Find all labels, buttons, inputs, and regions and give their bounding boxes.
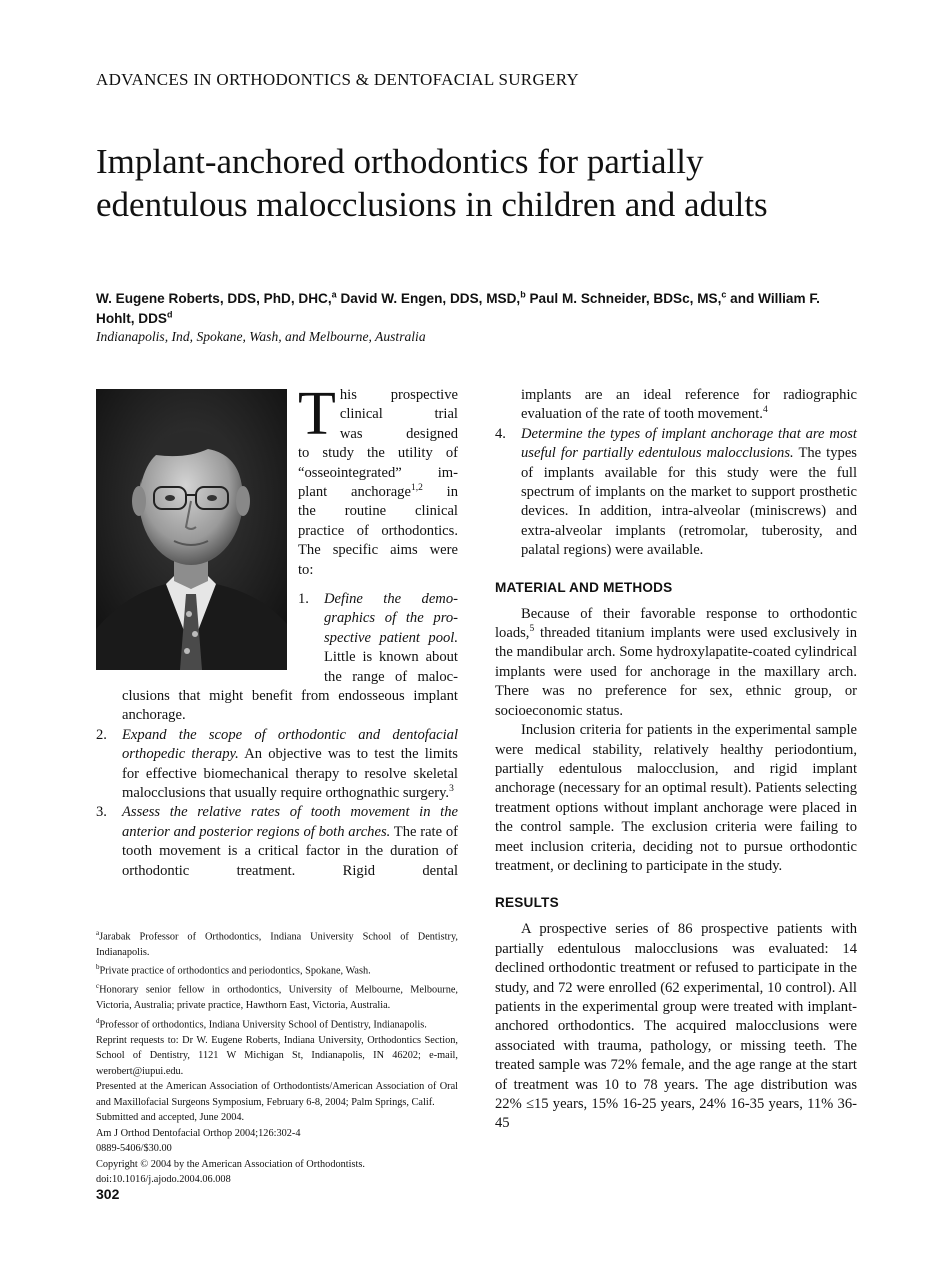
author-name: David W. Engen, DDS, MSD, — [336, 291, 521, 306]
affiliation-line: Indianapolis, Ind, Spokane, Wash, and Melbourne, Australia — [96, 329, 426, 344]
footnote-mark: b — [96, 963, 100, 972]
list-number: 3. — [96, 804, 107, 821]
intro-line: The specific aims were — [298, 542, 458, 559]
footnote-text: Private practice of orthodontics and periodontics, Spokane, Wash. — [99, 965, 371, 977]
aim-body: An objective was to test the limits for effective biomechanical therapy to resolve skeletal malocclusions that usually require orthognathic surgery. — [122, 746, 458, 802]
page-number: 302 — [96, 1186, 120, 1202]
aim-body: The rate of tooth movement is a critical factor in the duration of orthodontic treatment. Rigid dental — [122, 823, 458, 879]
footnote: Reprint requests to: Dr W. Eugene Roberts, Indiana University, Orthodontics Section, School of Dentistry, 1121 W Michigan St, Indianapolis, IN 46202; e-mail, werobert@iupui.edu. — [96, 1034, 458, 1077]
author-photo — [96, 389, 287, 670]
list-number: 4. — [495, 425, 506, 442]
aim-heading-line: Define the demo- — [324, 591, 458, 607]
footnote-text: Honorary senior fellow in orthodontics, University of Melbourne, Melbourne, Victoria, Australia; private practice, Hawthorn East, Victoria, Australia. — [96, 984, 458, 1012]
intro-line — [298, 483, 458, 502]
list-number: 1. — [298, 591, 309, 607]
footnote: Presented at the American Association of Orthodontists/American Association of Oral and Maxillofacial Surgeons Symposium, February 6-8, 2004; Palm Springs, Calif. — [96, 1081, 458, 1108]
aim-item — [298, 590, 458, 687]
methods-paragraph: Inclusion criteria for patients in the experimental sample were medical stability, relatively healthy periodontium, partially edentulous malocclusion, and rigid implant anchorage (necessary for an optimal result). Patients selecting treatment options without implant anchorage were placed in the control sample. The exclusion criteria were failing to meet inclusion criteria, deciding not to pursue orthodontic treatment, or declining to participate in the study. — [495, 722, 857, 874]
footnote-mark: a — [96, 929, 100, 937]
methods-paragraph — [495, 605, 857, 721]
aim-body: The types of implants available for this study were the full spectrum of implants on the market to support prosthetic devices. In addition, intra-alveolar (miniscrews) and extra-alveolar implants (retromolar, tuberosity, and palatal regions) were available. — [521, 445, 857, 559]
citation: 5 — [529, 624, 535, 635]
footnote — [96, 926, 458, 960]
author-affil-mark: d — [166, 309, 173, 320]
aim-heading-line: spective patient pool. — [324, 629, 458, 646]
author-name: W. Eugene Roberts, DDS, PhD, DHC, — [96, 291, 332, 306]
intro-line: practice of orthodontics. — [298, 522, 458, 539]
footnote: doi:10.1016/j.ajodo.2004.06.008 — [96, 1174, 231, 1186]
footnote — [96, 979, 458, 1013]
author-affil-mark: c — [721, 289, 727, 300]
running-header: ADVANCES IN ORTHODONTICS & DENTOFACIAL SURGERY — [96, 70, 579, 89]
author-affil-mark: a — [331, 289, 337, 300]
author-name: and William F. Hohlt, DDS — [96, 291, 820, 326]
intro-line: to study the utility of — [298, 445, 458, 462]
footnote-mark: d — [96, 1016, 100, 1025]
author-name: Paul M. Schneider, BDSc, MS, — [525, 291, 722, 306]
citation: 4 — [762, 405, 768, 416]
footnote-mark: c — [96, 982, 100, 991]
intro-text: plant anchorage — [298, 484, 411, 501]
aim-text: clusions that might benefit from endosseous implant anchorage. — [122, 688, 458, 724]
author-list — [96, 289, 856, 329]
aim-text-line: Little is known about — [324, 649, 458, 666]
citation: 3 — [449, 784, 454, 795]
aim-text — [96, 726, 458, 804]
footnote: Submitted and accepted, June 2004. — [96, 1112, 245, 1124]
aim-body: implants are an ideal reference for radiographic evaluation of the rate of tooth movement. — [521, 387, 857, 423]
footnote: Copyright © 2004 by the American Association of Orthodontists. — [96, 1158, 365, 1170]
aim-heading: Expand the scope of orthodontic and dentofacial orthopedic therapy. — [122, 726, 458, 763]
intro-line: to: — [298, 561, 314, 578]
left-column-body — [96, 687, 458, 881]
intro-text: in — [446, 484, 458, 501]
drop-cap: T — [298, 380, 336, 448]
paragraph-text: Because of their favorable response to orthodontic loads, — [495, 605, 857, 642]
footnotes — [96, 926, 458, 1188]
article-title: Implant-anchored orthodontics for partially edentulous malocclusions in children and adults — [96, 142, 768, 224]
right-column-body — [495, 386, 857, 1134]
section-heading-methods: MATERIAL AND METHODS — [495, 579, 673, 595]
intro-line: was designed — [339, 425, 458, 442]
intro-paragraph — [298, 380, 458, 580]
author-affil-mark: b — [520, 289, 526, 300]
list-number: 2. — [96, 726, 107, 743]
paragraph-text: threaded titanium implants were used exclusively in the mandibular arch. Some hydroxylapatite-coated cylindrical implants were used for anchorage in the maxillary arch. There was no preference for sex, ethnic group, or socioeconomic status. — [495, 625, 857, 719]
footnote: 0889-5406/$30.00 — [96, 1143, 172, 1155]
section-heading-results: RESULTS — [495, 895, 559, 911]
footnote-text: Jarabak Professor of Orthodontics, Indiana University School of Dentistry, Indianapolis. — [96, 931, 458, 958]
footnote-text: Professor of orthodontics, Indiana University School of Dentistry, Indianapolis. — [99, 1019, 427, 1031]
aim-heading: Assess the relative rates of tooth movement in the anterior and posterior regions of both arches. — [122, 804, 458, 840]
results-paragraph: A prospective series of 86 prospective patients with partially edentulous malocclusions was evaluated: 14 declined orthodontic treatment or refused to participate in the study, and 72 were enrolled (62 experimental, 10 control). All patients in the experimental group were treated with implant-anchored orthodontics. The acquired malocclusions were associated with trauma, pathology, or missing teeth. The treated sample was 72% female, and the age range at the start of treatment was 10 to 78 years. The age distribution was 22% ≤15 years, 15% 16-25 years, 24% 16-35 years, 11% 36-45 — [495, 921, 857, 1132]
citation: 1,2 — [410, 483, 423, 494]
intro-line: clinical trial — [339, 406, 458, 423]
aim-heading-line: graphics of the pro- — [324, 610, 458, 627]
aim-heading: Determine the types of implant anchorage that are most useful for partially edentulous malocclusions. — [521, 425, 857, 462]
footnote — [96, 960, 458, 979]
footnote: Am J Orthod Dentofacial Orthop 2004;126:302-4 — [96, 1127, 301, 1139]
intro-line: “osseointegrated” im- — [298, 464, 458, 481]
aim-text-line: the range of maloc- — [324, 668, 458, 685]
aim-text — [96, 803, 458, 881]
intro-line: his prospective — [339, 387, 458, 403]
intro-line: the routine clinical — [298, 503, 458, 520]
footnote — [96, 1014, 458, 1033]
aim-text — [495, 425, 857, 561]
aim-text — [495, 386, 857, 425]
